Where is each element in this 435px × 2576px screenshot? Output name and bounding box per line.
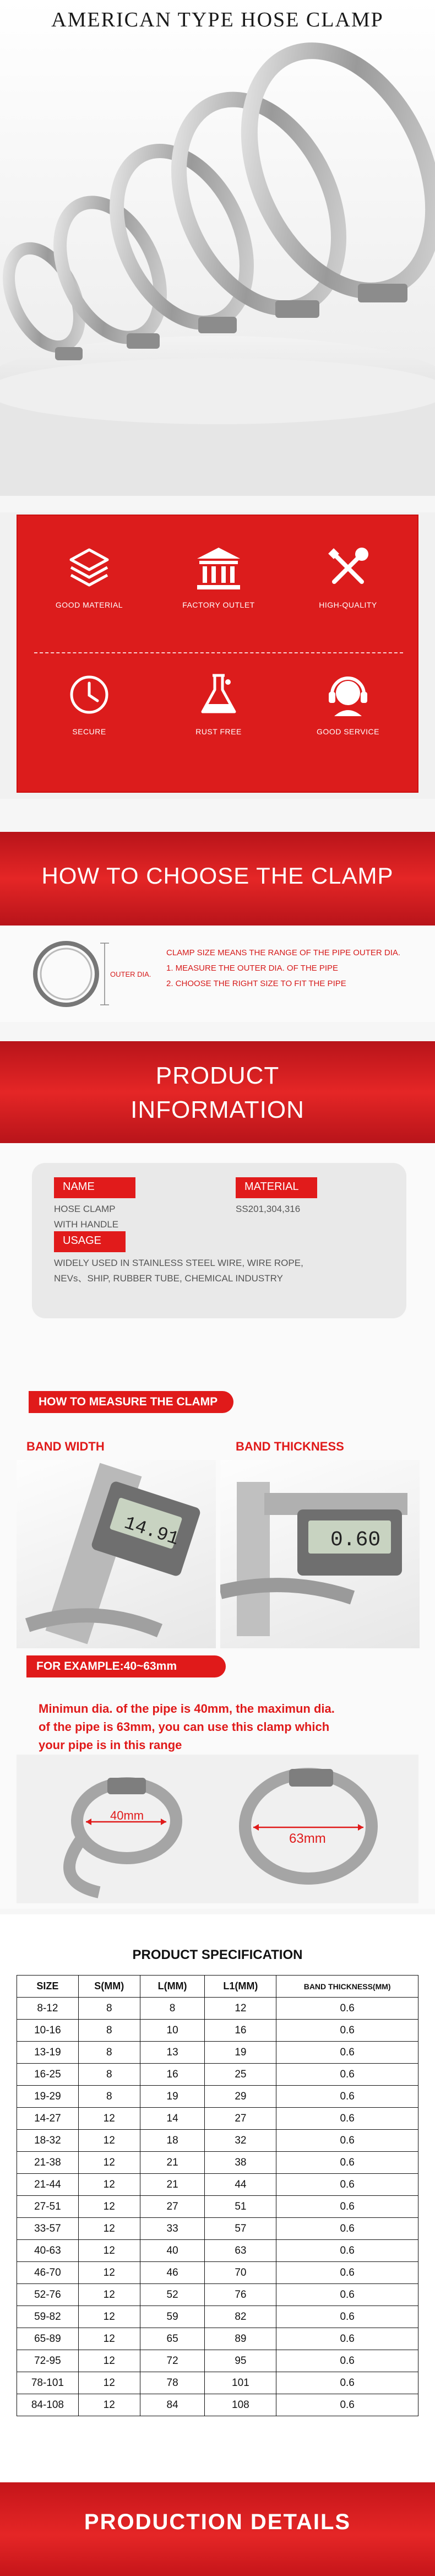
table-cell: 14 xyxy=(140,2108,205,2130)
headset-support-icon xyxy=(323,670,373,719)
table-cell: 13 xyxy=(140,2042,205,2064)
table-cell: 12 xyxy=(78,2196,140,2218)
table-row xyxy=(17,2262,418,2284)
table-cell: 12 xyxy=(78,2350,140,2372)
table-cell: 8-12 xyxy=(17,1998,79,2020)
min-dia-label: 40mm xyxy=(110,1809,144,1822)
table-cell: 12 xyxy=(78,2306,140,2328)
table-cell: 44 xyxy=(205,2174,276,2196)
table-cell: 72 xyxy=(140,2350,205,2372)
product-info-banner xyxy=(0,1041,435,1143)
table-cell: 12 xyxy=(78,2152,140,2174)
table-cell: 12 xyxy=(78,2284,140,2306)
table-row xyxy=(17,2042,418,2064)
table-cell: 8 xyxy=(140,1998,205,2020)
table-cell: 40-63 xyxy=(17,2240,79,2262)
table-row xyxy=(17,2372,418,2394)
choose-info xyxy=(0,926,435,1022)
table-row xyxy=(17,2306,418,2328)
example-title: FOR EXAMPLE:40~63mm xyxy=(26,1655,226,1677)
product-info-title: INFORMATION xyxy=(130,1096,304,1123)
spec-section xyxy=(0,1914,435,2474)
table-row xyxy=(17,2328,418,2350)
feature-secure xyxy=(34,670,144,736)
header-band-thickness: BAND THICKNESS(MM) xyxy=(276,1976,418,1998)
table-cell: 0.6 xyxy=(276,2328,418,2350)
table-cell: 76 xyxy=(205,2284,276,2306)
table-cell: 108 xyxy=(205,2394,276,2416)
table-cell: 16 xyxy=(140,2064,205,2086)
example-line: Minimun dia. of the pipe is 40mm, the maximun dia. xyxy=(39,1702,335,1715)
clock-icon xyxy=(64,670,114,719)
table-cell: 0.6 xyxy=(276,2064,418,2086)
choose-line: 1. MEASURE THE OUTER DIA. OF THE PIPE xyxy=(166,964,339,973)
choose-banner xyxy=(0,832,435,926)
feature-label: HIGH-QUALITY xyxy=(319,600,377,609)
name-value xyxy=(54,1202,118,1232)
table-row xyxy=(17,2152,418,2174)
table-cell: 0.6 xyxy=(276,2284,418,2306)
table-cell: 21-38 xyxy=(17,2152,79,2174)
table-row xyxy=(17,2064,418,2086)
table-cell: 65-89 xyxy=(17,2328,79,2350)
table-cell: 0.6 xyxy=(276,2306,418,2328)
product-info-card xyxy=(32,1163,406,1318)
production-details-title: PRODUCTION DETAILS xyxy=(84,2510,351,2534)
thickness-reading: 0.60 xyxy=(330,1528,381,1552)
table-row xyxy=(17,1998,418,2020)
ring-label: OUTER DIA. xyxy=(110,970,151,978)
table-cell: 46-70 xyxy=(17,2262,79,2284)
features-panel xyxy=(17,515,418,793)
material-tag: MATERIAL xyxy=(236,1177,317,1198)
table-cell: 16-25 xyxy=(17,2064,79,2086)
choose-line: 2. CHOOSE THE RIGHT SIZE TO FIT THE PIPE xyxy=(166,979,346,988)
table-cell: 12 xyxy=(78,2108,140,2130)
table-cell: 19 xyxy=(205,2042,276,2064)
header-l1: L1(MM) xyxy=(205,1976,276,1998)
feature-label: GOOD MATERIAL xyxy=(55,600,123,609)
feature-label: GOOD SERVICE xyxy=(317,727,379,736)
table-cell: 12 xyxy=(78,2328,140,2350)
feature-good-material xyxy=(34,543,144,609)
feature-good-service xyxy=(293,670,403,736)
example-photo xyxy=(17,1755,418,1903)
table-cell: 27-51 xyxy=(17,2196,79,2218)
table-row xyxy=(17,2174,418,2196)
table-row xyxy=(17,2108,418,2130)
table-cell: 12 xyxy=(78,2240,140,2262)
table-cell: 0.6 xyxy=(276,2196,418,2218)
table-cell: 12 xyxy=(78,2372,140,2394)
usage-tag: USAGE xyxy=(54,1231,126,1252)
table-row xyxy=(17,2284,418,2306)
table-row xyxy=(17,2218,418,2240)
table-cell: 0.6 xyxy=(276,2262,418,2284)
header-l: L(MM) xyxy=(140,1976,205,1998)
table-cell: 33 xyxy=(140,2218,205,2240)
table-cell: 0.6 xyxy=(276,2372,418,2394)
table-cell: 8 xyxy=(78,2086,140,2108)
feature-high-quality xyxy=(293,543,403,609)
table-cell: 63 xyxy=(205,2240,276,2262)
feature-label: FACTORY OUTLET xyxy=(182,600,255,609)
table-cell: 84 xyxy=(140,2394,205,2416)
header-size: SIZE xyxy=(17,1976,79,1998)
hero-banner xyxy=(0,0,435,496)
example-description xyxy=(39,1700,413,1754)
table-cell: 21 xyxy=(140,2152,205,2174)
table-cell: 12 xyxy=(78,2174,140,2196)
table-cell: 12 xyxy=(205,1998,276,2020)
table-cell: 0.6 xyxy=(276,1998,418,2020)
table-row xyxy=(17,2130,418,2152)
product-info-section xyxy=(0,1143,435,1391)
table-row xyxy=(17,2350,418,2372)
table-cell: 72-95 xyxy=(17,2350,79,2372)
table-cell: 0.6 xyxy=(276,2042,418,2064)
table-cell: 12 xyxy=(78,2262,140,2284)
feature-factory-outlet xyxy=(164,543,274,609)
features-section xyxy=(0,512,435,799)
table-cell: 21-44 xyxy=(17,2174,79,2196)
table-cell: 32 xyxy=(205,2130,276,2152)
table-cell: 59 xyxy=(140,2306,205,2328)
header-s: S(MM) xyxy=(78,1976,140,1998)
table-cell: 82 xyxy=(205,2306,276,2328)
table-cell: 18-32 xyxy=(17,2130,79,2152)
table-cell: 19-29 xyxy=(17,2086,79,2108)
table-cell: 78 xyxy=(140,2372,205,2394)
caliper-thickness-photo xyxy=(220,1460,420,1648)
table-cell: 10-16 xyxy=(17,2020,79,2042)
spec-table xyxy=(17,1975,418,2416)
table-cell: 18 xyxy=(140,2130,205,2152)
table-row xyxy=(17,2086,418,2108)
table-cell: 25 xyxy=(205,2064,276,2086)
choose-title: HOW TO CHOOSE THE CLAMP xyxy=(41,863,394,889)
flask-icon xyxy=(194,670,243,719)
table-cell: 12 xyxy=(78,2394,140,2416)
table-cell: 0.6 xyxy=(276,2152,418,2174)
table-cell: 84-108 xyxy=(17,2394,79,2416)
table-cell: 0.6 xyxy=(276,2240,418,2262)
measure-title: HOW TO MEASURE THE CLAMP xyxy=(29,1391,233,1413)
table-cell: 95 xyxy=(205,2350,276,2372)
table-cell: 40 xyxy=(140,2240,205,2262)
name-tag: NAME xyxy=(54,1177,135,1198)
table-cell: 0.6 xyxy=(276,2218,418,2240)
features-divider xyxy=(34,652,403,653)
table-cell: 57 xyxy=(205,2218,276,2240)
tools-icon xyxy=(323,543,373,593)
table-cell: 0.6 xyxy=(276,2350,418,2372)
example-line: your pipe is in this range xyxy=(39,1738,182,1752)
table-cell: 70 xyxy=(205,2262,276,2284)
table-cell: 33-57 xyxy=(17,2218,79,2240)
table-row xyxy=(17,2240,418,2262)
max-dia-label: 63mm xyxy=(289,1831,326,1846)
table-cell: 29 xyxy=(205,2086,276,2108)
name-value-line: WITH HANDLE xyxy=(54,1219,119,1230)
table-cell: 8 xyxy=(78,2042,140,2064)
feature-rust-free xyxy=(164,670,274,736)
production-details-banner xyxy=(0,2474,435,2576)
spec-title: PRODUCT SPECIFICATION xyxy=(132,1947,303,1962)
table-cell: 16 xyxy=(205,2020,276,2042)
width-reading: 14.91 xyxy=(121,1513,182,1551)
table-row xyxy=(17,2196,418,2218)
band-thickness-label: BAND THICKNESS xyxy=(236,1439,344,1453)
table-cell: 0.6 xyxy=(276,2020,418,2042)
feature-label: RUST FREE xyxy=(195,727,242,736)
spec-header-row xyxy=(17,1976,418,1998)
table-cell: 51 xyxy=(205,2196,276,2218)
hero-title: AMERICAN TYPE HOSE CLAMP xyxy=(51,8,384,31)
hose-clamps-image xyxy=(0,39,435,496)
table-cell: 0.6 xyxy=(276,2174,418,2196)
choose-line: CLAMP SIZE MEANS THE RANGE OF THE PIPE OUTER DIA. xyxy=(166,948,401,957)
factory-building-icon xyxy=(194,543,243,593)
table-cell: 13-19 xyxy=(17,2042,79,2064)
feature-label: SECURE xyxy=(72,727,106,736)
table-cell: 89 xyxy=(205,2328,276,2350)
table-row xyxy=(17,2020,418,2042)
table-cell: 14-27 xyxy=(17,2108,79,2130)
product-info-title: PRODUCT xyxy=(155,1062,280,1089)
usage-value xyxy=(54,1255,303,1286)
name-value-line: HOSE CLAMP xyxy=(54,1204,116,1214)
choose-instructions xyxy=(166,945,400,992)
table-cell: 12 xyxy=(78,2130,140,2152)
band-width-label: BAND WIDTH xyxy=(26,1439,105,1453)
outer-dia-diagram xyxy=(28,937,154,1011)
usage-line: NEVs、SHIP, RUBBER TUBE, CHEMICAL INDUSTRY xyxy=(54,1273,283,1284)
table-cell: 38 xyxy=(205,2152,276,2174)
table-cell: 21 xyxy=(140,2174,205,2196)
example-section xyxy=(0,1655,435,1909)
ring-diagram xyxy=(28,937,154,1011)
table-cell: 52-76 xyxy=(17,2284,79,2306)
example-line: of the pipe is 63mm, you can use this clamp which xyxy=(39,1720,330,1734)
table-cell: 46 xyxy=(140,2262,205,2284)
table-cell: 78-101 xyxy=(17,2372,79,2394)
table-cell: 0.6 xyxy=(276,2130,418,2152)
measure-section xyxy=(0,1391,435,1655)
caliper-width-photo xyxy=(17,1460,216,1648)
table-cell: 27 xyxy=(140,2196,205,2218)
table-cell: 8 xyxy=(78,1998,140,2020)
table-cell: 59-82 xyxy=(17,2306,79,2328)
table-cell: 19 xyxy=(140,2086,205,2108)
table-cell: 10 xyxy=(140,2020,205,2042)
layers-icon xyxy=(64,543,114,593)
usage-line: WIDELY USED IN STAINLESS STEEL WIRE, WIRE ROPE, xyxy=(54,1258,303,1268)
table-cell: 0.6 xyxy=(276,2108,418,2130)
table-cell: 8 xyxy=(78,2064,140,2086)
table-cell: 65 xyxy=(140,2328,205,2350)
table-cell: 0.6 xyxy=(276,2086,418,2108)
table-cell: 101 xyxy=(205,2372,276,2394)
table-cell: 0.6 xyxy=(276,2394,418,2416)
table-cell: 12 xyxy=(78,2218,140,2240)
material-value: SS201,304,316 xyxy=(236,1204,301,1214)
table-cell: 27 xyxy=(205,2108,276,2130)
table-cell: 52 xyxy=(140,2284,205,2306)
table-cell: 8 xyxy=(78,2020,140,2042)
table-row xyxy=(17,2394,418,2416)
